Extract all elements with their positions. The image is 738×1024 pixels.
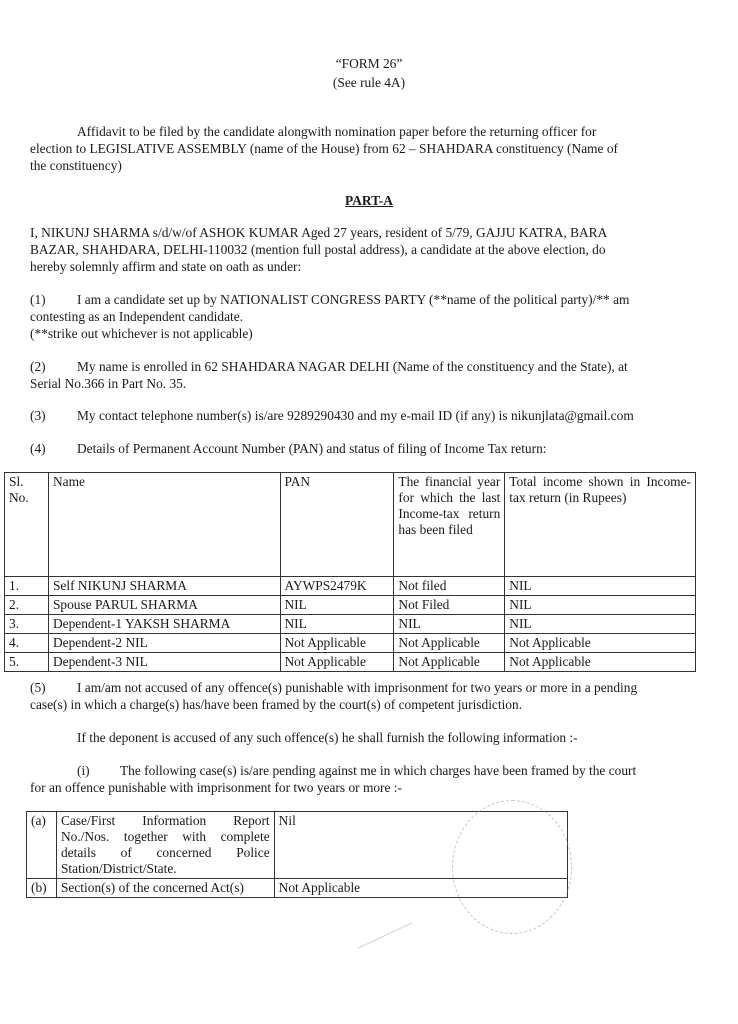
row-sl: 3.	[5, 615, 49, 634]
offence-intro: If the deponent is accused of any such offence(s) he shall furnish the following information :-	[77, 730, 578, 745]
row-fy: Not Applicable	[394, 634, 505, 653]
table-row	[5, 577, 696, 596]
item-5-number: (5)	[30, 680, 46, 695]
item-2-line-2: Serial No.366 in Part No. 35.	[30, 376, 187, 391]
table-row	[5, 653, 696, 672]
subitem-i-number: (i)	[77, 763, 90, 778]
official-seal-stamp	[452, 800, 572, 934]
item-1-line-3: (**strike out whichever is not applicable)	[30, 326, 253, 341]
row-sl: 4.	[5, 634, 49, 653]
header-pan: PAN	[280, 473, 394, 577]
header-total-income: Total income shown in Income-tax return (in Rupees)	[505, 473, 696, 577]
row-income: Not Applicable	[505, 634, 696, 653]
case-row-description: Case/First Information Report No./Nos. together with complete details of concerned Police Station/District/State.	[56, 812, 274, 879]
row-income: Not Applicable	[505, 653, 696, 672]
row-sl: 5.	[5, 653, 49, 672]
intro-line-3: the constituency)	[30, 158, 122, 173]
item-1-line-1: I am a candidate set up by NATIONALIST CONGRESS PARTY (**name of the political party)/** am	[77, 292, 630, 307]
row-income: NIL	[505, 615, 696, 634]
row-name: Dependent-1 YAKSH SHARMA	[48, 615, 280, 634]
pan-table-header	[5, 473, 696, 577]
item-2-number: (2)	[30, 359, 46, 374]
item-4-number: (4)	[30, 441, 46, 456]
row-pan: AYWPS2479K	[280, 577, 394, 596]
case-row-label: (b)	[27, 879, 57, 898]
row-fy: NIL	[394, 615, 505, 634]
row-pan: NIL	[280, 615, 394, 634]
row-income: NIL	[505, 577, 696, 596]
header-name: Name	[48, 473, 280, 577]
row-pan: NIL	[280, 596, 394, 615]
row-fy: Not Filed	[394, 596, 505, 615]
case-row-description: Section(s) of the concerned Act(s)	[56, 879, 274, 898]
row-sl: 1.	[5, 577, 49, 596]
declaration-line-1: I, NIKUNJ SHARMA s/d/w/of ASHOK KUMAR Aged 27 years, resident of 5/79, GAJJU KATRA, BARA	[30, 225, 608, 240]
header-sl-no: Sl. No.	[5, 473, 49, 577]
row-sl: 2.	[5, 596, 49, 615]
item-5-line-2: case(s) in which a charge(s) has/have been framed by the court(s) of competent jurisdiction.	[30, 697, 523, 712]
case-row-value: Not Applicable	[274, 879, 567, 898]
table-row	[5, 634, 696, 653]
subitem-i-line-2: for an offence punishable with imprisonment for two years or more :-	[30, 780, 402, 795]
row-pan: Not Applicable	[280, 653, 394, 672]
item-5-line-1: I am/am not accused of any offence(s) punishable with imprisonment for two years or more in a pending	[77, 680, 638, 695]
pan-table	[4, 472, 696, 672]
header-financial-year: The financial year for which the last Income-tax return has been filed	[394, 473, 505, 577]
table-row	[5, 615, 696, 634]
row-pan: Not Applicable	[280, 634, 394, 653]
subitem-i-line-1: The following case(s) is/are pending against me in which charges have been framed by the court	[120, 763, 637, 778]
row-fy: Not Applicable	[394, 653, 505, 672]
table-row	[5, 596, 696, 615]
case-row-label: (a)	[27, 812, 57, 879]
case-row-value: Nil	[274, 812, 567, 879]
item-1-line-2: contesting as an Independent candidate.	[30, 309, 244, 324]
item-1-number: (1)	[30, 292, 46, 307]
item-2-line-1: My name is enrolled in 62 SHAHDARA NAGAR DELHI (Name of the constituency and the State), at	[77, 359, 628, 374]
item-3-text: My contact telephone number(s) is/are 9289290430 and my e-mail ID (if any) is nikunjlata@gmail.com	[77, 408, 634, 423]
stamp-ink-mark	[358, 922, 413, 948]
row-name: Self NIKUNJ SHARMA	[48, 577, 280, 596]
item-3-number: (3)	[30, 408, 46, 423]
row-income: NIL	[505, 596, 696, 615]
form-title: “FORM 26”	[335, 56, 403, 71]
row-name: Dependent-2 NIL	[48, 634, 280, 653]
item-4-text: Details of Permanent Account Number (PAN) and status of filing of Income Tax return:	[77, 441, 547, 456]
intro-line-2: election to LEGISLATIVE ASSEMBLY (name of the House) from 62 – SHAHDARA constituency (Name of	[30, 141, 618, 156]
declaration-line-2: BAZAR, SHAHDARA, DELHI-110032 (mention full postal address), a candidate at the above election, do	[30, 242, 606, 257]
part-heading: PART-A	[345, 193, 393, 208]
row-name: Dependent-3 NIL	[48, 653, 280, 672]
rule-reference: (See rule 4A)	[332, 75, 406, 90]
row-name: Spouse PARUL SHARMA	[48, 596, 280, 615]
intro-line-1: Affidavit to be filed by the candidate alongwith nomination paper before the returning officer for	[77, 124, 597, 139]
row-fy: Not filed	[394, 577, 505, 596]
declaration-line-3: hereby solemnly affirm and state on oath as under:	[30, 259, 302, 274]
